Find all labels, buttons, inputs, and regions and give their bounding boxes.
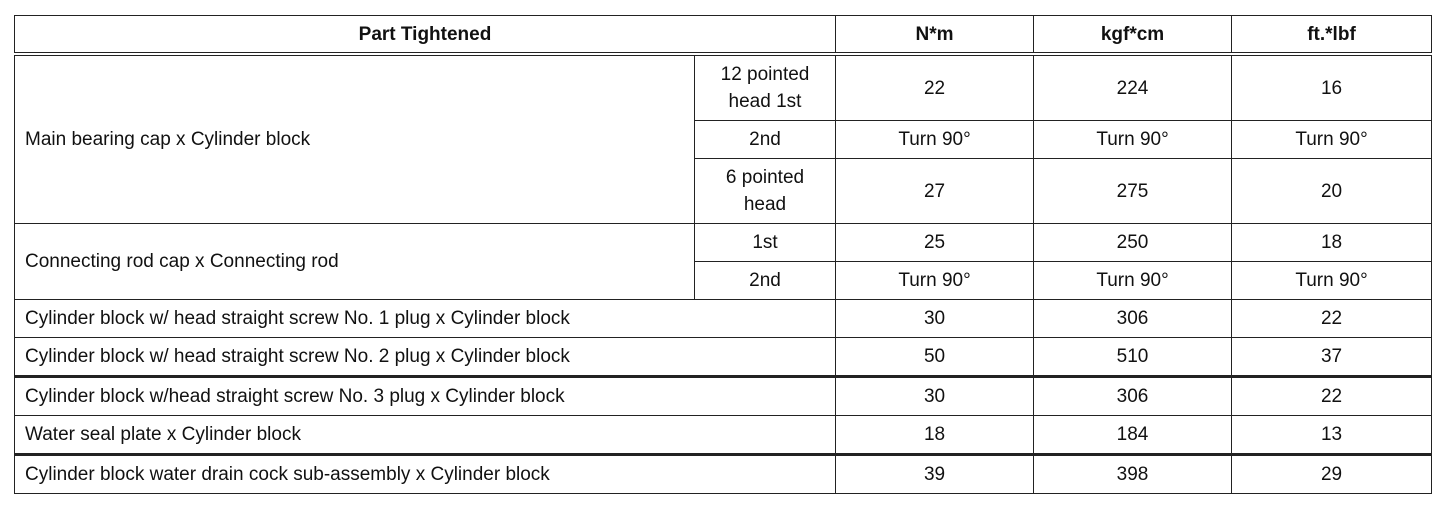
header-part-tightened: Part Tightened [15, 16, 836, 55]
table-header-row [15, 16, 1432, 55]
ft-lbf-cell: Turn 90° [1232, 262, 1432, 300]
header-ft-lbf: ft.*lbf [1232, 16, 1432, 55]
ft-lbf-cell: 20 [1232, 159, 1432, 224]
nm-cell: 30 [836, 300, 1034, 338]
part-cell: Cylinder block w/ head straight screw No. 1 plug x Cylinder block [15, 300, 836, 338]
table-row [15, 54, 1432, 121]
nm-cell: 22 [836, 54, 1034, 121]
part-cell: Water seal plate x Cylinder block [15, 416, 836, 455]
ft-lbf-cell: 37 [1232, 338, 1432, 377]
part-cell: Cylinder block w/head straight screw No. 3 plug x Cylinder block [15, 377, 836, 416]
ft-lbf-cell: 22 [1232, 377, 1432, 416]
kgf-cm-cell: 250 [1034, 224, 1232, 262]
header-nm: N*m [836, 16, 1034, 55]
nm-cell: 27 [836, 159, 1034, 224]
header-kgf-cm: kgf*cm [1034, 16, 1232, 55]
kgf-cm-cell: 398 [1034, 455, 1232, 494]
kgf-cm-cell: 510 [1034, 338, 1232, 377]
ft-lbf-cell: 22 [1232, 300, 1432, 338]
table-row [15, 377, 1432, 416]
step-cell: 1st [695, 224, 836, 262]
nm-cell: Turn 90° [836, 262, 1034, 300]
nm-cell: 50 [836, 338, 1034, 377]
ft-lbf-cell: 18 [1232, 224, 1432, 262]
nm-cell: 18 [836, 416, 1034, 455]
part-cell: Cylinder block water drain cock sub-assembly x Cylinder block [15, 455, 836, 494]
kgf-cm-cell: 306 [1034, 377, 1232, 416]
ft-lbf-cell: Turn 90° [1232, 121, 1432, 159]
ft-lbf-cell: 13 [1232, 416, 1432, 455]
torque-spec-table [14, 15, 1432, 494]
table-row [15, 338, 1432, 377]
table-row [15, 455, 1432, 494]
kgf-cm-cell: Turn 90° [1034, 262, 1232, 300]
ft-lbf-cell: 29 [1232, 455, 1432, 494]
nm-cell: 30 [836, 377, 1034, 416]
nm-cell: 39 [836, 455, 1034, 494]
step-cell: 6 pointed head [695, 159, 836, 224]
step-cell: 2nd [695, 121, 836, 159]
kgf-cm-cell: 224 [1034, 54, 1232, 121]
kgf-cm-cell: 306 [1034, 300, 1232, 338]
part-cell: Cylinder block w/ head straight screw No. 2 plug x Cylinder block [15, 338, 836, 377]
part-cell: Connecting rod cap x Connecting rod [15, 224, 695, 300]
step-cell: 2nd [695, 262, 836, 300]
table-row [15, 300, 1432, 338]
step-cell: 12 pointed head 1st [695, 54, 836, 121]
part-cell: Main bearing cap x Cylinder block [15, 54, 695, 224]
nm-cell: 25 [836, 224, 1034, 262]
ft-lbf-cell: 16 [1232, 54, 1432, 121]
nm-cell: Turn 90° [836, 121, 1034, 159]
kgf-cm-cell: 184 [1034, 416, 1232, 455]
table-row [15, 416, 1432, 455]
kgf-cm-cell: 275 [1034, 159, 1232, 224]
table-row [15, 224, 1432, 262]
kgf-cm-cell: Turn 90° [1034, 121, 1232, 159]
